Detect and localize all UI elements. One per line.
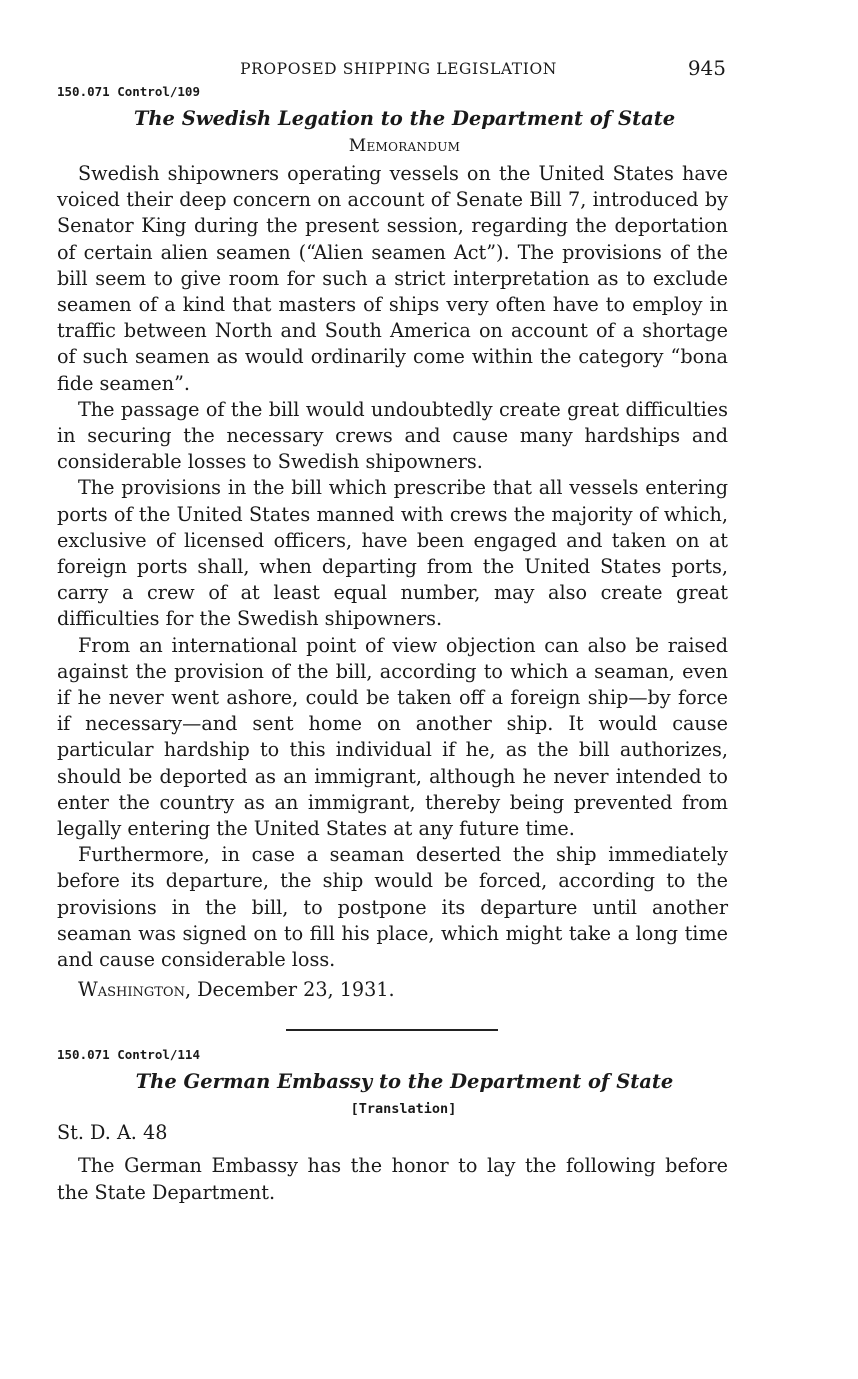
- running-title: PROPOSED SHIPPING LEGISLATION: [240, 60, 557, 78]
- body-paragraph: The provisions in the bill which prescribe that all vessels entering ports of the United States manned with crews the majority of which, exclusive of licensed officers, have been engaged and taken on at foreign ports shall, when departing from the United States ports, carry a crew of at least equal number, may also create great difficulties for the Swedish shipowners.: [57, 476, 728, 631]
- signoff-date: December 23, 1931.: [191, 978, 395, 1002]
- file-reference: 150.071 Control/114: [57, 1047, 200, 1063]
- document-heading: The German Embassy to the Department of State: [135, 1070, 674, 1094]
- page-number: 945: [687, 56, 726, 80]
- running-header: [57, 54, 728, 84]
- body-paragraph: The German Embassy has the honor to lay the following before the State Department.: [57, 1154, 728, 1204]
- body-paragraph: From an international point of view objection can also be raised against the provision of the bill, according to which a seaman, even if he never went ashore, could be taken off a foreign ship—by force if necessary—and sent home on another ship. It would cause particular hardship to this individual if he, as the bill authorizes, should be deported as an immigrant, although he never intended to enter the country as an immigrant, thereby being prevented from legally entering the United States at any future time.: [57, 633, 728, 841]
- body-paragraph: Swedish shipowners operating vessels on the United States have voiced their deep concern on account of Senate Bill 7, introduced by Senator King during the present session, regarding the deportation of certain alien seamen (“Alien seamen Act”). The provisions of the bill seem to give room for such a strict interpretation as to exclude seamen of a kind that masters of ships very often have to employ in traffic between North and South America on account of a shortage of such seamen as would ordinarily come within the category “bona fide seamen”.: [57, 162, 728, 395]
- document-reference: St. D. A. 48: [57, 1121, 168, 1145]
- memorandum-label: Memorandum: [348, 136, 461, 156]
- section-divider: [286, 1029, 498, 1031]
- body-paragraph: Furthermore, in case a seaman deserted the ship immediately before its departure, the ship would be forced, according to the provisions in the bill, to postpone its departure until another seaman was signed on to fill his place, which might take a long time and cause considerable loss.: [57, 843, 728, 972]
- body-paragraph: The passage of the bill would undoubtedly create great difficulties in securing the necessary crews and cause many hardships and considerable losses to Swedish shipowners.: [57, 397, 728, 474]
- signoff-place: Washington,: [78, 978, 192, 1002]
- document-page: [57, 54, 728, 1206]
- signoff: [57, 977, 728, 1003]
- swedish-memorandum: [57, 84, 728, 1003]
- translation-note: [Translation]: [350, 1101, 457, 1118]
- german-embassy-note: [57, 1047, 728, 1205]
- document-heading: The Swedish Legation to the Department of State: [133, 107, 676, 130]
- file-reference: 150.071 Control/109: [57, 84, 200, 99]
